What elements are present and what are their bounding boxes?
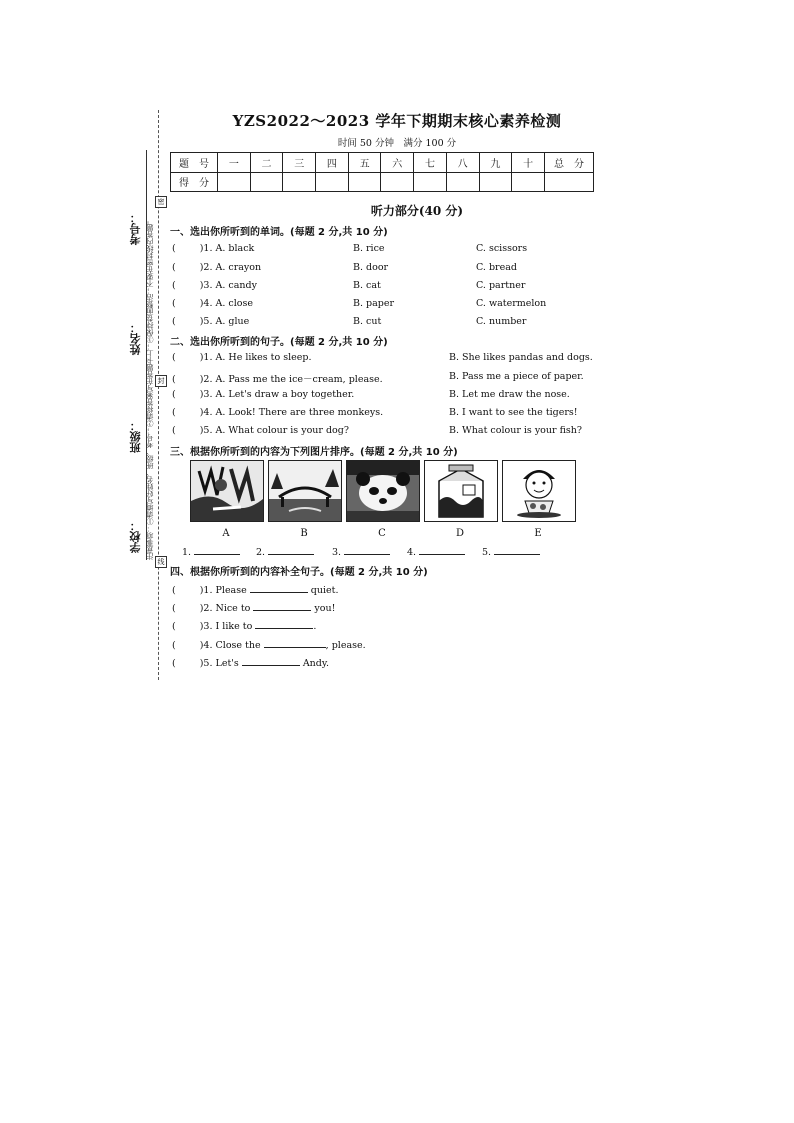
sec2-option-b: B. Let me draw the nose. <box>449 389 570 400</box>
school-label: 学校： <box>129 520 142 553</box>
sec1-option-c: C. partner <box>476 280 526 291</box>
seal-mi: 密 <box>155 196 167 208</box>
sec1-option-c: C. bread <box>476 262 517 273</box>
sec1-item: ( )2. A. crayon <box>172 262 262 273</box>
panda-icon <box>347 461 419 521</box>
sec2-item: ( )2. A. Pass me the ice－cream, please. <box>172 374 383 385</box>
score-blank[interactable] <box>316 172 349 192</box>
score-cell: 四 <box>316 153 349 173</box>
winter-scene-icon <box>191 461 263 521</box>
sec4-item: ( )4. Close the , please. <box>172 640 366 651</box>
fill-line[interactable] <box>242 656 300 666</box>
picture-label-b: B <box>300 528 308 539</box>
score-cell: 一 <box>218 153 251 173</box>
sec1-item: ( )4. A. close <box>172 298 253 309</box>
score-blank[interactable] <box>218 172 251 192</box>
sec1-heading: 一、选出你所听到的单词。(每题 2 分,共 10 分) <box>170 227 388 238</box>
listening-section-title: 听力部分(40 分) <box>370 204 464 218</box>
seal-xian: 线 <box>155 556 167 568</box>
sec3-heading: 三、根据你所听到的内容为下列图片排序。(每题 2 分,共 10 分) <box>170 447 458 458</box>
sec2-option-b: B. She likes pandas and dogs. <box>449 352 593 363</box>
fill-line[interactable] <box>250 583 308 593</box>
score-value-row <box>171 172 594 192</box>
answer-line[interactable] <box>194 545 240 555</box>
sec1-option-b: B. rice <box>353 243 385 254</box>
boy-eating-icon <box>503 461 575 521</box>
fill-line[interactable] <box>253 601 311 611</box>
answer-line[interactable] <box>344 545 390 555</box>
sec1-option-b: B. cat <box>353 280 381 291</box>
sec1-item: ( )5. A. glue <box>172 316 250 327</box>
answer-line[interactable] <box>268 545 314 555</box>
score-cell: 题 号 <box>171 153 218 173</box>
exam-number-label: 考号： <box>129 212 142 245</box>
picture-label-d: D <box>455 528 465 539</box>
sec2-item: ( )3. A. Let's draw a boy together. <box>172 389 355 400</box>
name-label: 姓名： <box>129 322 142 355</box>
score-cell: 七 <box>414 153 447 173</box>
sec3-answer-2: 2. <box>256 545 314 558</box>
bridge-scene-icon <box>269 461 341 521</box>
sec1-option-c: C. number <box>476 316 527 327</box>
sec1-option-b: B. cut <box>353 316 382 327</box>
picture-e <box>502 460 576 522</box>
score-cell: 总 分 <box>545 153 594 173</box>
score-blank[interactable] <box>479 172 512 192</box>
sec2-item: ( )5. A. What colour is your dog? <box>172 425 349 436</box>
sec2-item: ( )4. A. Look! There are three monkeys. <box>172 407 384 418</box>
sec4-item: ( )5. Let's Andy. <box>172 658 329 669</box>
picture-label-a: A <box>222 528 230 539</box>
score-blank[interactable] <box>283 172 316 192</box>
picture-a <box>190 460 264 522</box>
picture-b <box>268 460 342 522</box>
score-blank[interactable] <box>512 172 545 192</box>
score-blank[interactable] <box>446 172 479 192</box>
score-cell: 九 <box>479 153 512 173</box>
sec3-answer-5: 5. <box>482 545 540 558</box>
sec2-item: ( )1. A. He likes to sleep. <box>172 352 312 363</box>
score-row-label: 得 分 <box>171 172 218 192</box>
sec1-option-b: B. paper <box>353 298 395 309</box>
sec4-item: ( )2. Nice to you! <box>172 603 336 614</box>
fill-line[interactable] <box>255 619 313 629</box>
sec1-option-c: C. watermelon <box>476 298 547 309</box>
score-cell: 十 <box>512 153 545 173</box>
score-cell: 二 <box>250 153 283 173</box>
score-cell: 八 <box>446 153 479 173</box>
score-cell: 三 <box>283 153 316 173</box>
sec4-item: ( )1. Please quiet. <box>172 585 339 596</box>
score-table <box>170 152 594 192</box>
sec2-option-b: B. Pass me a piece of paper. <box>449 371 584 382</box>
seal-feng: 封 <box>155 375 167 387</box>
answer-line[interactable] <box>419 545 465 555</box>
class-label: 班级： <box>129 420 142 453</box>
score-cell: 六 <box>381 153 414 173</box>
picture-c <box>346 460 420 522</box>
sec3-answer-3: 3. <box>332 545 390 558</box>
sec3-answer-1: 1. <box>182 545 240 558</box>
margin-instructions: 注意事项：①请填写好姓名、班级、考号；②请将答案写在答题卡上；③保持卷面整洁；不要在密封线内答题。 <box>146 217 154 560</box>
sec4-heading: 四、根据你所听到的内容补全句子。(每题 2 分,共 10 分) <box>170 567 428 578</box>
exam-subtitle: 时间 50 分钟 满分 100 分 <box>337 138 457 149</box>
score-blank[interactable] <box>414 172 447 192</box>
score-header-row <box>171 153 594 173</box>
sec1-item: ( )3. A. candy <box>172 280 257 291</box>
sec2-option-b: B. What colour is your fish? <box>449 425 583 436</box>
milk-carton-icon <box>425 461 497 521</box>
score-blank[interactable] <box>250 172 283 192</box>
picture-label-c: C <box>378 528 386 539</box>
picture-d <box>424 460 498 522</box>
score-blank[interactable] <box>348 172 381 192</box>
score-blank[interactable] <box>381 172 414 192</box>
sec2-heading: 二、选出你所听到的句子。(每题 2 分,共 10 分) <box>170 337 388 348</box>
sec4-item: ( )3. I like to . <box>172 621 317 632</box>
answer-line[interactable] <box>494 545 540 555</box>
picture-label-e: E <box>534 528 542 539</box>
score-blank[interactable] <box>545 172 594 192</box>
fill-line[interactable] <box>264 638 326 648</box>
sec3-answer-4: 4. <box>407 545 465 558</box>
sec1-option-c: C. scissors <box>476 243 528 254</box>
sec2-option-b: B. I want to see the tigers! <box>449 407 578 418</box>
exam-title: YZS2022～2023 学年下期期末核心素养检测 <box>232 112 562 130</box>
sec1-option-b: B. door <box>353 262 389 273</box>
score-cell: 五 <box>348 153 381 173</box>
sec1-item: ( )1. A. black <box>172 243 255 254</box>
